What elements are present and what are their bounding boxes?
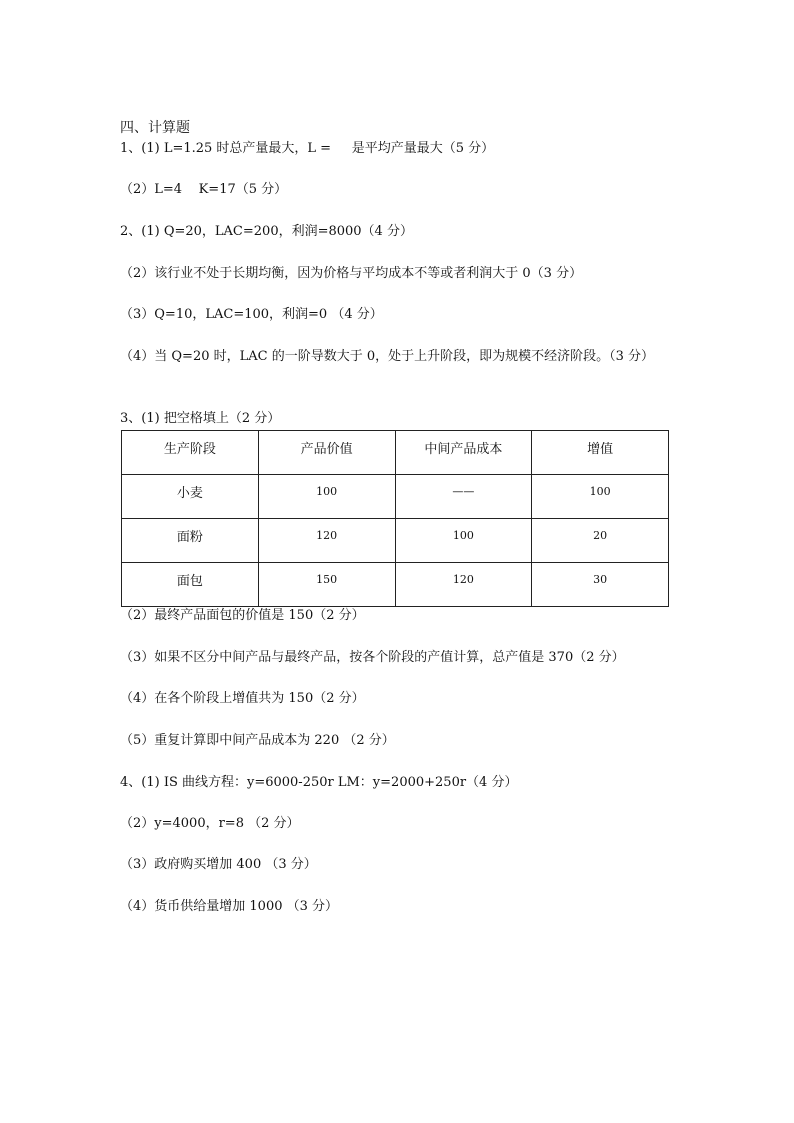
cell-added: 100 [532,475,669,519]
q3-part3: （3）如果不区分中间产品与最终产品，按各个阶段的产值计算，总产值是 370（2 分） [120,650,625,665]
q2-part1: 2、(1) Q=20，LAC=200，利润=8000（4 分） [120,224,413,239]
header-value-added: 增值 [532,431,669,475]
cell-value: 120 [258,519,395,563]
q1-part2: （2）L=4 K=17（5 分） [120,182,288,197]
cell-cost: 120 [395,563,532,607]
table-header-row [122,431,669,475]
q1-part1: 1、(1) L=1.25 时总产量最大，L = 是平均产量最大（5 分） [120,141,495,156]
cell-cost: —— [395,475,532,519]
cell-stage: 面粉 [122,519,259,563]
q2-part2: （2）该行业不处于长期均衡，因为价格与平均成本不等或者利润大于 0（3 分） [120,266,583,281]
q3-part4: （4）在各个阶段上增值共为 150（2 分） [120,691,365,706]
cell-cost: 100 [395,519,532,563]
q4-part4: （4）货币供给量增加 1000 （3 分） [120,899,339,914]
cell-added: 20 [532,519,669,563]
cell-added: 30 [532,563,669,607]
q4-part2: （2）y=4000，r=8 （2 分） [120,816,300,831]
q3-part1: 3、(1) 把空格填上（2 分） [120,411,281,426]
value-added-table [121,430,669,607]
q4-part3: （3）政府购买增加 400 （3 分） [120,857,317,872]
header-product-value: 产品价值 [258,431,395,475]
cell-stage: 小麦 [122,475,259,519]
cell-value: 100 [258,475,395,519]
header-intermediate-cost: 中间产品成本 [395,431,532,475]
q2-part4: （4）当 Q=20 时，LAC 的一阶导数大于 0，处于上升阶段，即为规模不经济阶段。（3 分） [120,349,655,364]
table-row [122,519,669,563]
header-stage: 生产阶段 [122,431,259,475]
q3-part5: （5）重复计算即中间产品成本为 220 （2 分） [120,733,395,748]
q2-part3: （3）Q=10，LAC=100，利润=0 （4 分） [120,307,383,322]
section-title: 四、计算题 [120,120,190,136]
table-row [122,563,669,607]
table-row [122,475,669,519]
cell-stage: 面包 [122,563,259,607]
q3-part2: （2）最终产品面包的价值是 150（2 分） [120,608,365,623]
q4-part1: 4、(1) IS 曲线方程：y=6000-250r LM：y=2000+250r（4 分） [120,775,518,790]
cell-value: 150 [258,563,395,607]
